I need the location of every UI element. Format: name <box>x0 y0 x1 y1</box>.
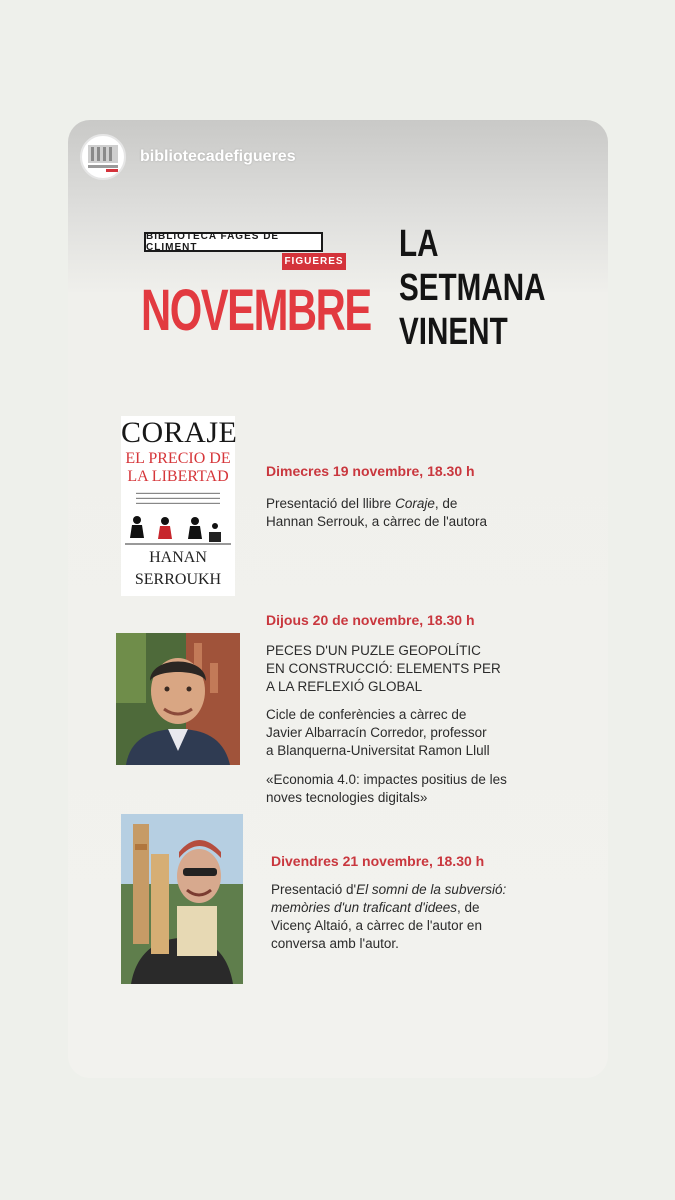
event-description <box>271 881 601 953</box>
event-text-italic: Coraje <box>395 496 435 511</box>
profile-avatar[interactable] <box>80 134 126 180</box>
event-text-italic: El somni de la subversió: <box>356 882 507 897</box>
event-description <box>266 706 596 760</box>
event-text-plain: Presentació del llibre <box>266 496 396 511</box>
week-heading <box>399 222 546 354</box>
event-text-line: Javier Albarracín Corredor, professor <box>266 725 487 740</box>
library-logo: BIBLIOTECA FAGES DE CLIMENT <box>144 232 323 252</box>
event-text-line: Vicenç Altaió, a càrrec de l'autor en <box>271 918 482 933</box>
event-text-italic: memòries d'un traficant d'idees <box>271 900 457 915</box>
book-cover-coraje <box>121 416 238 596</box>
event-quote-line: noves tecnologies digitals» <box>266 790 428 805</box>
story-card <box>68 120 608 1078</box>
event-text-line: conversa amb l'autor. <box>271 936 399 951</box>
book-title: CORAJE <box>121 416 238 449</box>
event-date: Dijous 20 de novembre, 18.30 h <box>266 612 475 628</box>
book-blurb: ▬▬▬▬▬▬▬▬▬▬▬▬▬▬▬▬▬▬▬▬▬ ▬▬▬▬▬▬▬▬▬▬▬▬▬▬▬▬▬▬▬▬▬ ▬▬▬▬▬▬▬▬▬▬▬▬▬▬▬▬▬▬▬▬▬ <box>136 490 220 505</box>
event-title-line: PECES D'UN PUZLE GEOPOLÍTIC <box>266 643 481 658</box>
event-date: Dimecres 19 novembre, 18.30 h <box>266 463 475 479</box>
week-line: LA <box>399 223 439 265</box>
week-line: SETMANA <box>399 267 546 309</box>
event-text-line: a Blanquerna-Universitat Ramon Llull <box>266 743 490 758</box>
library-building-icon <box>82 136 124 178</box>
event-title-line: A LA REFLEXIÓ GLOBAL <box>266 679 423 694</box>
event-title <box>266 642 596 696</box>
event-title-line: EN CONSTRUCCIÓ: ELEMENTS PER <box>266 661 501 676</box>
event-text-line: Cicle de conferències a càrrec de <box>266 707 467 722</box>
event-text-plain: , de <box>457 900 480 915</box>
library-logo-city: FIGUERES <box>282 253 346 270</box>
book-author-line: SERROUKH <box>134 571 222 588</box>
story-header <box>80 132 296 182</box>
event-date: Divendres 21 novembre, 18.30 h <box>271 853 485 869</box>
event-text-line: Hannan Serrouk, a càrrec de l'autora <box>266 514 487 529</box>
week-line: VINENT <box>399 311 508 353</box>
book-subtitle-line: LA LIBERTAD <box>127 468 229 485</box>
speaker-photo-albarracin <box>116 633 240 765</box>
event-quote <box>266 771 596 807</box>
book-subtitle-line: EL PRECIO DE <box>125 450 231 467</box>
book-illustration <box>121 512 235 546</box>
event-text-plain: , de <box>434 496 458 511</box>
story-username[interactable]: bibliotecadefigueres <box>140 148 296 165</box>
author-photo-altaio <box>121 814 243 984</box>
month-heading: NOVEMBRE <box>141 278 371 343</box>
book-author-line: HANAN <box>149 549 207 566</box>
event-description <box>266 495 596 531</box>
event-quote-line: «Economia 4.0: impactes positius de les <box>266 772 507 787</box>
event-text-plain: Presentació d' <box>271 882 357 897</box>
